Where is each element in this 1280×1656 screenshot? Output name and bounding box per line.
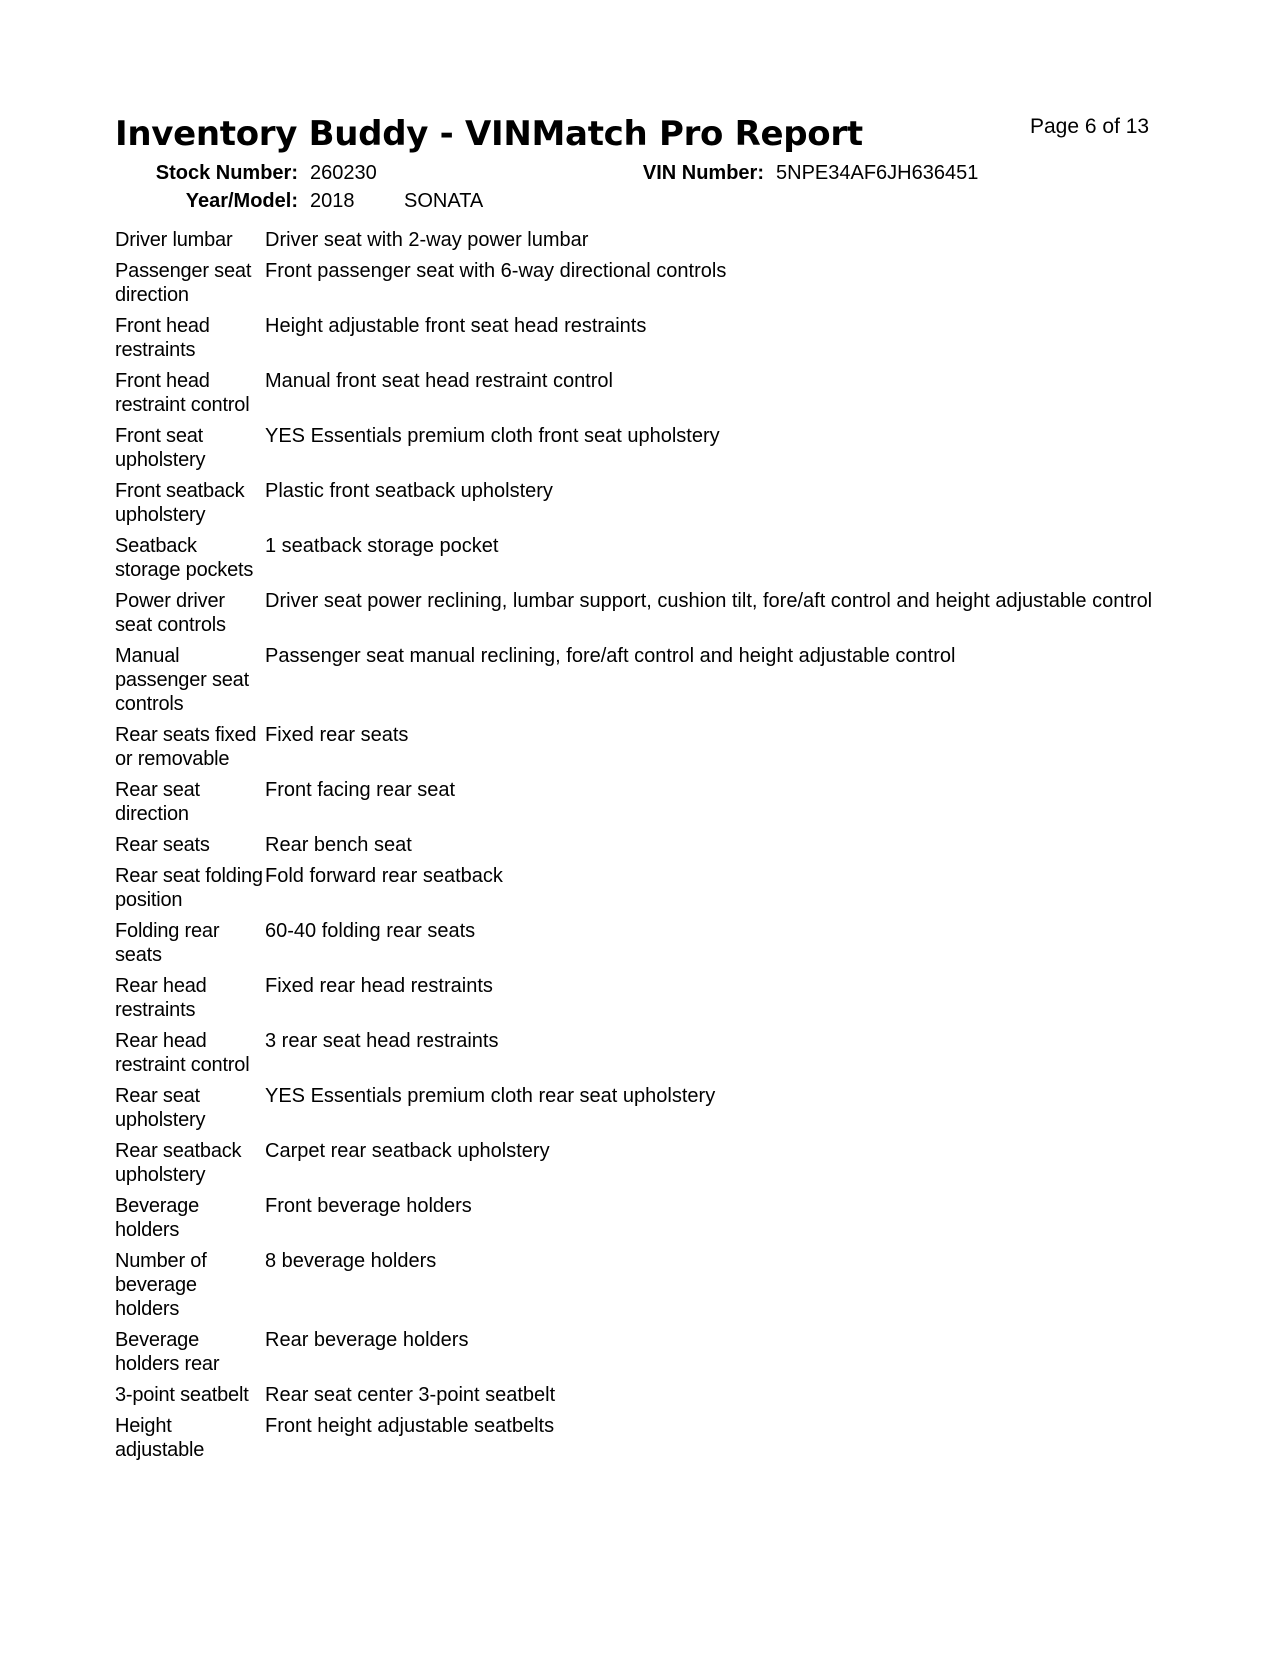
feature-row xyxy=(115,1414,1175,1462)
feature-value: YES Essentials premium cloth rear seat upholstery xyxy=(265,1085,716,1107)
feature-row xyxy=(115,833,1175,857)
feature-value: 1 seatback storage pocket xyxy=(265,535,499,557)
feature-value: Fold forward rear seatback xyxy=(265,865,503,887)
feature-value: Front facing rear seat xyxy=(265,779,456,801)
feature-label: Seatback storage pockets xyxy=(115,535,254,581)
feature-label: Height adjustable xyxy=(115,1415,205,1461)
feature-value: Front height adjustable seatbelts xyxy=(265,1415,555,1437)
feature-label: Beverage holders xyxy=(115,1195,200,1241)
feature-row xyxy=(115,1084,1175,1132)
feature-label: Front head restraints xyxy=(115,315,210,361)
feature-row xyxy=(115,864,1175,912)
feature-label: Number of beverage holders xyxy=(115,1250,207,1320)
feature-value: Plastic front seatback upholstery xyxy=(265,480,553,502)
feature-row xyxy=(115,1328,1175,1376)
feature-label: Power driver seat controls xyxy=(115,590,226,636)
feature-row xyxy=(115,919,1175,967)
feature-value: Fixed rear seats xyxy=(265,724,409,746)
feature-row xyxy=(115,589,1175,637)
year-value: 2018 xyxy=(310,190,355,212)
feature-value: Driver seat with 2-way power lumbar xyxy=(265,229,589,251)
year-model-label: Year/Model: xyxy=(185,190,298,212)
feature-value: 8 beverage holders xyxy=(265,1250,437,1272)
feature-list xyxy=(115,228,1175,1469)
feature-label: Rear seats xyxy=(115,834,210,856)
feature-row xyxy=(115,778,1175,826)
stock-number-value: 260230 xyxy=(310,162,377,184)
feature-value: Fixed rear head restraints xyxy=(265,975,493,997)
feature-value: Manual front seat head restraint control xyxy=(265,370,613,392)
feature-row xyxy=(115,259,1175,307)
feature-row xyxy=(115,479,1175,527)
model-value: SONATA xyxy=(404,190,484,212)
feature-label: Front seatback upholstery xyxy=(115,480,245,526)
feature-label: Rear seatback upholstery xyxy=(115,1140,242,1186)
feature-label: Rear seat folding position xyxy=(115,865,263,911)
feature-label: Rear seat direction xyxy=(115,779,200,825)
feature-label: Rear head restraint control xyxy=(115,1030,250,1076)
feature-value: Carpet rear seatback upholstery xyxy=(265,1140,550,1162)
feature-value: Driver seat power reclining, lumbar support, cushion tilt, fore/aft control and height adjustable control xyxy=(265,590,1153,612)
feature-label: Manual passenger seat controls xyxy=(115,645,249,715)
vin-number-value: 5NPE34AF6JH636451 xyxy=(776,162,979,184)
feature-label: Passenger seat direction xyxy=(115,260,252,306)
feature-value: Rear bench seat xyxy=(265,834,412,856)
feature-label: Front head restraint control xyxy=(115,370,250,416)
feature-row xyxy=(115,534,1175,582)
feature-label: Rear seats fixed or removable xyxy=(115,724,257,770)
feature-row xyxy=(115,1029,1175,1077)
feature-row xyxy=(115,228,1175,252)
feature-label: Rear seat upholstery xyxy=(115,1085,206,1131)
stock-number-label: Stock Number: xyxy=(155,162,298,184)
feature-row xyxy=(115,723,1175,771)
feature-value: Front passenger seat with 6-way directional controls xyxy=(265,260,727,282)
feature-row xyxy=(115,1194,1175,1242)
feature-value: Front beverage holders xyxy=(265,1195,472,1217)
feature-row xyxy=(115,644,1175,716)
feature-label: Rear head restraints xyxy=(115,975,207,1021)
feature-value: YES Essentials premium cloth front seat upholstery xyxy=(265,425,720,447)
feature-label: Driver lumbar xyxy=(115,229,233,251)
feature-row xyxy=(115,424,1175,472)
feature-label: Beverage holders rear xyxy=(115,1329,220,1375)
feature-row xyxy=(115,974,1175,1022)
feature-value: Height adjustable front seat head restraints xyxy=(265,315,647,337)
report-title: Inventory Buddy - VINMatch Pro Report xyxy=(115,114,863,154)
feature-value: 3 rear seat head restraints xyxy=(265,1030,499,1052)
feature-row xyxy=(115,314,1175,362)
feature-row xyxy=(115,1383,1175,1407)
feature-row xyxy=(115,369,1175,417)
page-number: Page 6 of 13 xyxy=(1030,115,1150,138)
feature-label: 3-point seatbelt xyxy=(115,1384,249,1406)
vin-number-label: VIN Number: xyxy=(642,162,764,184)
feature-value: 60-40 folding rear seats xyxy=(265,920,476,942)
feature-label: Folding rear seats xyxy=(115,920,220,966)
feature-row xyxy=(115,1139,1175,1187)
feature-value: Rear beverage holders xyxy=(265,1329,469,1351)
feature-value: Rear seat center 3-point seatbelt xyxy=(265,1384,556,1406)
feature-row xyxy=(115,1249,1175,1321)
feature-value: Passenger seat manual reclining, fore/aft control and height adjustable control xyxy=(265,645,956,667)
feature-label: Front seat upholstery xyxy=(115,425,206,471)
